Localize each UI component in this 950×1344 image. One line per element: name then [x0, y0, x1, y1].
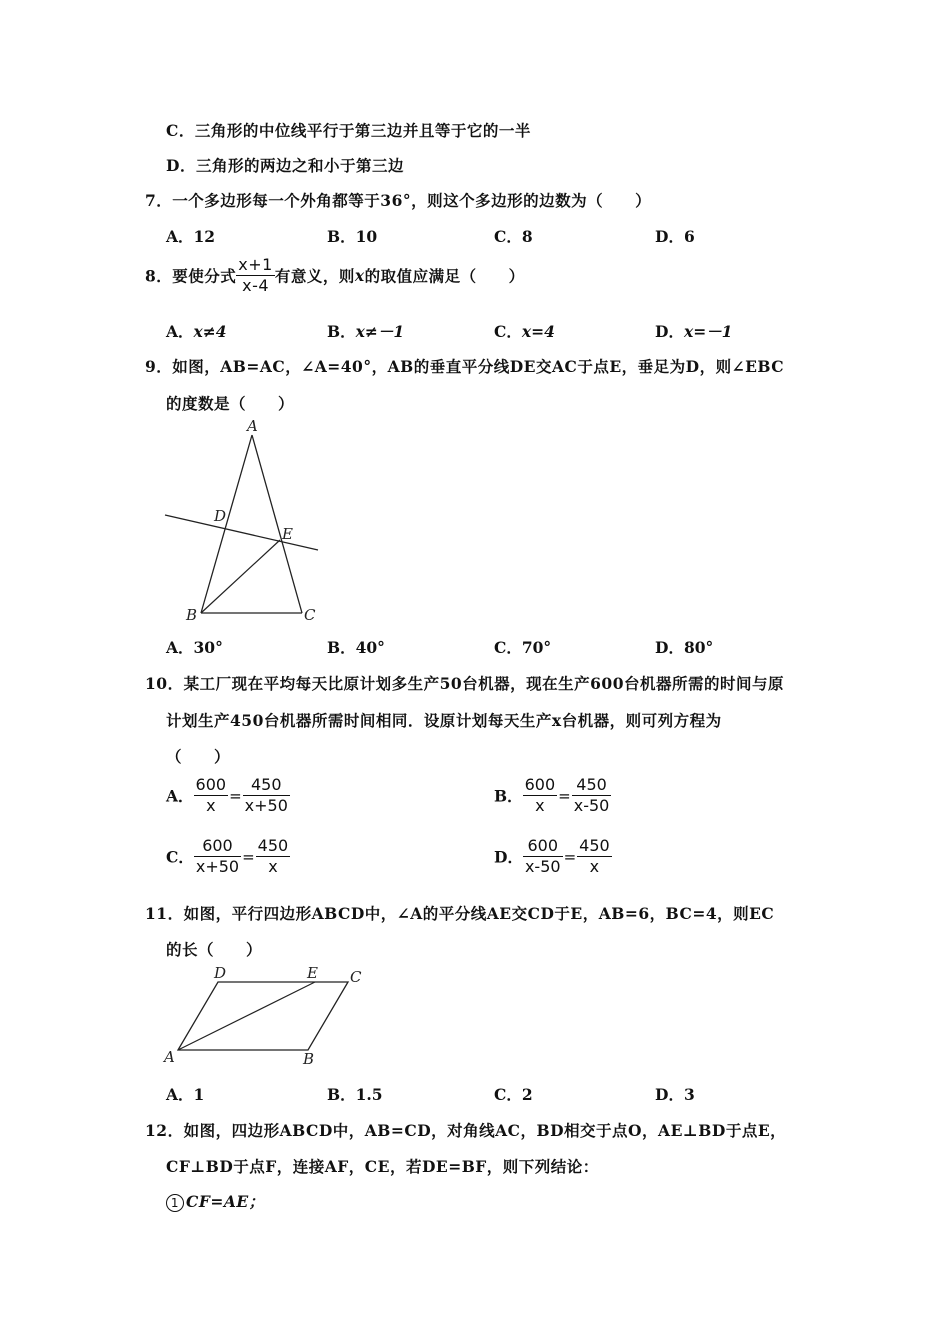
- q8-option-c-expr: x=4: [521, 322, 555, 341]
- q10-option-d: [494, 837, 612, 876]
- q9-side-ab: [201, 435, 252, 613]
- q10-b-right-den: x-50: [573, 796, 610, 815]
- q9-label-d: D: [214, 507, 227, 525]
- q10-a-eq: =: [229, 786, 242, 805]
- q10-b-left-den: x: [535, 796, 545, 815]
- q9-side-ac: [252, 435, 302, 613]
- q9-option-c: C．70°: [494, 638, 552, 657]
- q10-b-left-num: 600: [524, 775, 556, 794]
- q10-c-right-num: 450: [257, 836, 289, 855]
- q11-option-a: A．1: [166, 1085, 205, 1104]
- q8-prefix: 8．要使分式: [145, 266, 237, 286]
- q12-item-1-number: 1: [166, 1194, 184, 1212]
- q8-option-a: [166, 320, 227, 342]
- q9-stem-line2: 的度数是（ ）: [166, 394, 295, 413]
- q7-option-b: B．10: [327, 227, 378, 246]
- q9-option-b: B．40°: [327, 638, 385, 657]
- q10-option-d-label: D．: [494, 847, 523, 867]
- q11-label-c: C: [350, 968, 362, 986]
- q8-option-c: [494, 320, 555, 342]
- q9-option-d: D．80°: [655, 638, 714, 657]
- q12-item-1: [166, 1190, 265, 1212]
- q10-a-right-num: 450: [243, 776, 290, 796]
- q10-d-left-den: x-50: [524, 857, 561, 876]
- q10-b-right-frac: [572, 776, 612, 815]
- q10-option-c-label: C．: [166, 847, 194, 867]
- q10-a-left-num: 600: [195, 775, 227, 794]
- q9-segment-be: [201, 540, 280, 613]
- q10-option-b-label: B．: [494, 786, 523, 806]
- q6-option-d-text: 三角形的两边之和小于第三边: [195, 156, 404, 175]
- q11-parallelogram: [178, 982, 348, 1050]
- q10-d-right-num: 450: [579, 836, 610, 855]
- q8-var: x: [354, 266, 365, 285]
- q10-a-left-frac: [194, 776, 229, 815]
- q8-option-b-label: B．: [327, 322, 356, 341]
- q10-c-eq: =: [242, 847, 255, 866]
- q8-suffix-b: 的取值应满足（ ）: [364, 266, 525, 286]
- q8-option-a-expr: x≠4: [193, 322, 227, 341]
- q10-d-right-den: x: [589, 857, 600, 876]
- q12-item-1-text: CF=AE；: [186, 1192, 265, 1211]
- q10-option-b: [494, 776, 611, 815]
- q7-option-d: D．6: [655, 227, 695, 246]
- q10-b-left-frac: [523, 776, 558, 815]
- q7-stem: 7．一个多边形每一个外角都等于36°，则这个多边形的边数为（ ）: [145, 191, 652, 210]
- q8-option-b-expr: x≠－1: [355, 322, 405, 341]
- q9-label-e: E: [282, 525, 293, 543]
- q11-option-d: D．3: [655, 1085, 695, 1104]
- q10-option-a: [166, 776, 290, 815]
- q9-label-c: C: [304, 606, 316, 624]
- q8-option-d-expr: x=－1: [683, 322, 733, 341]
- q10-a-left-den: x: [206, 796, 216, 815]
- q11-label-e: E: [307, 964, 318, 982]
- q8-fraction: [236, 256, 275, 295]
- q10-option-a-label: A．: [166, 786, 194, 806]
- q9-label-a: A: [247, 417, 258, 435]
- q9-figure: [160, 415, 330, 630]
- q9-label-b: B: [186, 606, 198, 624]
- q11-label-a: A: [164, 1048, 175, 1066]
- q8-option-d: [655, 320, 732, 342]
- q10-stem-line3: （ ）: [166, 747, 231, 766]
- q11-option-b: B．1.5: [327, 1085, 383, 1104]
- q10-d-left-num: 600: [523, 837, 563, 857]
- q10-c-left-frac: [194, 837, 241, 876]
- q10-b-eq: =: [558, 786, 571, 805]
- q6-option-d-label: D．: [166, 156, 196, 175]
- q11-stem-line1: 11．如图，平行四边形ABCD中，∠A的平分线AE交CD于E，AB=6，BC=4，则EC: [145, 904, 775, 923]
- q8-frac-num: x+1: [238, 255, 273, 274]
- q11-label-b: B: [303, 1050, 315, 1067]
- q10-a-right-frac: [243, 776, 290, 815]
- q8-option-d-label: D．: [655, 322, 684, 341]
- q12-stem-line2: CF⊥BD于点F，连接AF，CE，若DE=BF，则下列结论：: [166, 1157, 599, 1176]
- q7-option-c: C．8: [494, 227, 533, 246]
- q10-b-right-num: 450: [572, 776, 612, 796]
- q8-option-a-label: A．: [166, 322, 194, 341]
- q9-bisector-de: [165, 515, 318, 550]
- q10-a-right-den: x+50: [244, 796, 288, 815]
- q6-option-d: [166, 154, 404, 176]
- q8-suffix-a: 有意义，则: [274, 266, 355, 286]
- q7-option-a: A．12: [166, 227, 216, 246]
- q8-option-c-label: C．: [494, 322, 522, 341]
- q10-stem-line2: 计划生产450台机器所需时间相同．设原计划每天生产x台机器，则可列方程为: [166, 711, 722, 730]
- q9-option-a: A．30°: [166, 638, 223, 657]
- q10-stem-line1: 10．某工厂现在平均每天比原计划多生产50台机器，现在生产600台机器所需的时间与原: [145, 674, 784, 693]
- q10-c-right-frac: [256, 837, 291, 876]
- q11-label-d: D: [214, 964, 227, 982]
- q11-figure: [160, 962, 370, 1067]
- q10-c-right-den: x: [268, 857, 278, 876]
- q10-d-right-frac: [577, 837, 612, 876]
- q8-stem: [145, 256, 525, 295]
- q9-stem-line1: 9．如图，AB=AC，∠A=40°，AB的垂直平分线DE交AC于点E，垂足为D，则∠EBC: [145, 357, 785, 376]
- q6-option-c: [166, 119, 531, 141]
- q10-option-c: [166, 837, 290, 876]
- q11-stem-line2: 的长（ ）: [166, 940, 263, 959]
- q12-stem-line1: 12．如图，四边形ABCD中，AB=CD，对角线AC，BD相交于点O，AE⊥BD于点E，: [145, 1121, 787, 1140]
- q6-option-c-text: 三角形的中位线平行于第三边并且等于它的一半: [194, 121, 531, 140]
- q10-c-left-den: x+50: [195, 857, 240, 876]
- q8-option-b: [327, 320, 404, 342]
- q10-d-eq: =: [563, 847, 577, 866]
- q8-frac-den: x-4: [242, 276, 270, 295]
- q10-d-left-frac: [523, 837, 563, 876]
- q10-c-left-num: 600: [194, 837, 241, 857]
- q6-option-c-label: C．: [166, 121, 195, 140]
- q11-option-c: C．2: [494, 1085, 533, 1104]
